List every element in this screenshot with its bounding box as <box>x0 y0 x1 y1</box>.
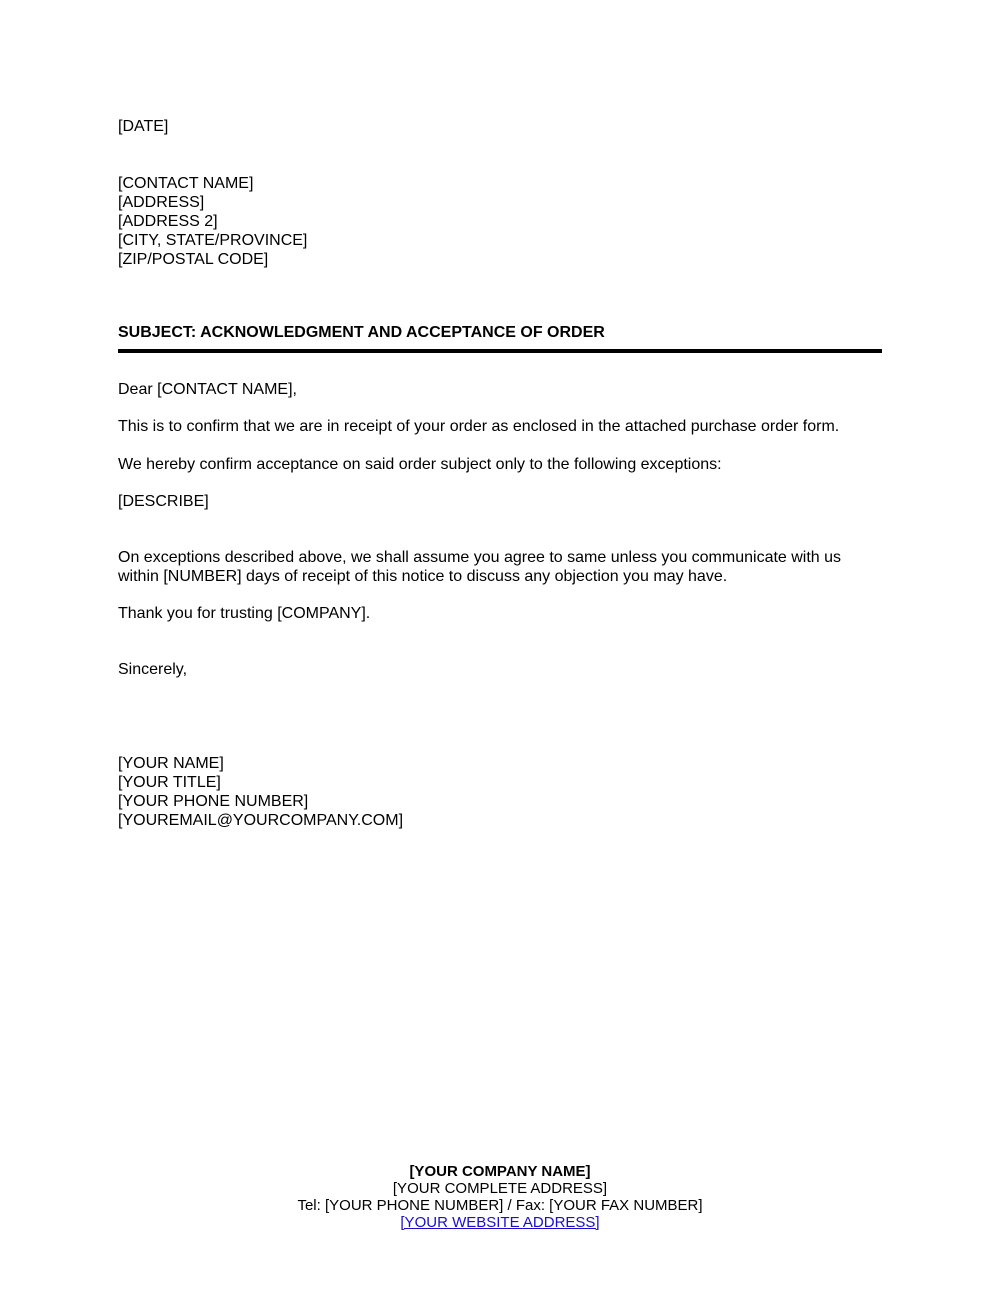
letter-date <box>118 117 882 136</box>
letter-footer <box>0 1163 1000 1231</box>
paragraph-3-line-1: On exceptions described above, we shall assume you agree to same unless you communicate with us <box>118 549 842 566</box>
salutation <box>118 380 882 399</box>
footer-contact: Tel: [YOUR PHONE NUMBER] / Fax: [YOUR FAX NUMBER] <box>297 1197 703 1214</box>
date-text: [DATE] <box>118 118 169 135</box>
salutation-text: Dear [CONTACT NAME], <box>118 381 297 398</box>
exceptions-placeholder <box>118 492 882 511</box>
recipient-address-block <box>118 174 882 269</box>
paragraph-2-text: We hereby confirm acceptance on said order subject only to the following exceptions: <box>118 456 722 473</box>
signature-name: [YOUR NAME] <box>118 755 224 772</box>
body-paragraph-1 <box>118 417 882 436</box>
recipient-contact-name: [CONTACT NAME] <box>118 175 254 192</box>
signature-block <box>118 754 882 830</box>
closing-text: Sincerely, <box>118 661 188 678</box>
recipient-zip: [ZIP/POSTAL CODE] <box>118 251 269 268</box>
thanks-line <box>118 604 882 623</box>
signature-phone: [YOUR PHONE NUMBER] <box>118 793 309 810</box>
thanks-text: Thank you for trusting [COMPANY]. <box>118 605 371 622</box>
closing <box>118 660 882 679</box>
footer-company-name: [YOUR COMPANY NAME] <box>409 1163 591 1180</box>
recipient-address-2: [ADDRESS 2] <box>118 213 218 230</box>
subject-line <box>118 323 882 342</box>
recipient-address: [ADDRESS] <box>118 194 205 211</box>
footer-address: [YOUR COMPLETE ADDRESS] <box>392 1180 608 1197</box>
footer-website-link[interactable]: [YOUR WEBSITE ADDRESS] <box>400 1214 600 1231</box>
signature-email: [YOUREMAIL@YOURCOMPANY.COM] <box>118 812 404 829</box>
describe-text: [DESCRIBE] <box>118 493 209 510</box>
body-paragraph-2 <box>118 455 882 474</box>
recipient-city-state: [CITY, STATE/PROVINCE] <box>118 232 308 249</box>
paragraph-3-line-2: within [NUMBER] days of receipt of this notice to discuss any objection you may have. <box>118 568 728 585</box>
body-paragraph-3 <box>118 548 882 586</box>
subject-text: SUBJECT: ACKNOWLEDGMENT AND ACCEPTANCE OF ORDER <box>118 324 605 341</box>
paragraph-1-text: This is to confirm that we are in receipt of your order as enclosed in the attached purchase order form. <box>118 418 840 435</box>
subject-divider <box>118 349 882 353</box>
signature-title: [YOUR TITLE] <box>118 774 221 791</box>
